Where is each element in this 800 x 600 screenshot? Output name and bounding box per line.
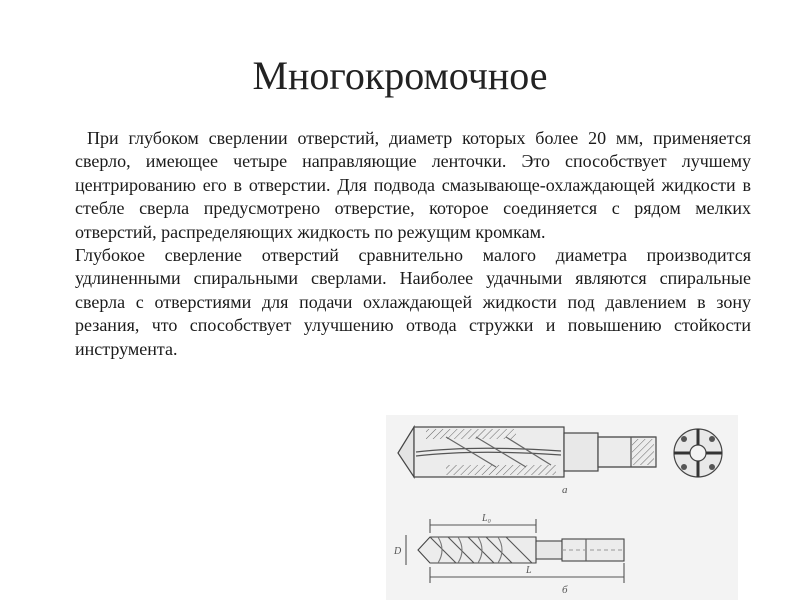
drill-drawing-figure	[386, 415, 738, 600]
figure-label-a: а	[562, 484, 568, 496]
drill-drawing	[386, 415, 738, 600]
drill-drawing-b	[406, 519, 624, 583]
paragraph-multi-edge-drill: При глубоком сверлении отверстий, диаметр которых более 20 мм, применяется сверло, имеющее четыре направляющие ленточки. Это способствует лучшему центрированию его в отверстии. Для подвода смазывающе-охлаждающей жидкости в стебле сверла предусмотрено отверстие, которое соединяется с рядом мелких отверстий, распределяющих жидкость по режущим кромкам.	[75, 128, 751, 242]
drill-drawing-a	[398, 427, 722, 477]
paragraph-twist-drill: Глубокое сверление отверстий сравнительно малого диаметра производится удлиненными спиральными сверлами. Наиболее удачными являются спиральные сверла с отверстиями для подачи охлаждающей жидкости под давлением в зону резания, что способствует улучшению отвода стружки и повышению стойкости инструмента.	[75, 245, 751, 359]
figure-label-b: б	[562, 584, 568, 596]
dimension-d-label: D	[394, 546, 402, 557]
slide-title: Многокромочное	[252, 53, 548, 98]
slide-body	[75, 127, 751, 361]
dimension-l-label: L	[526, 565, 532, 576]
dimension-l0-label: L₀	[482, 513, 492, 524]
